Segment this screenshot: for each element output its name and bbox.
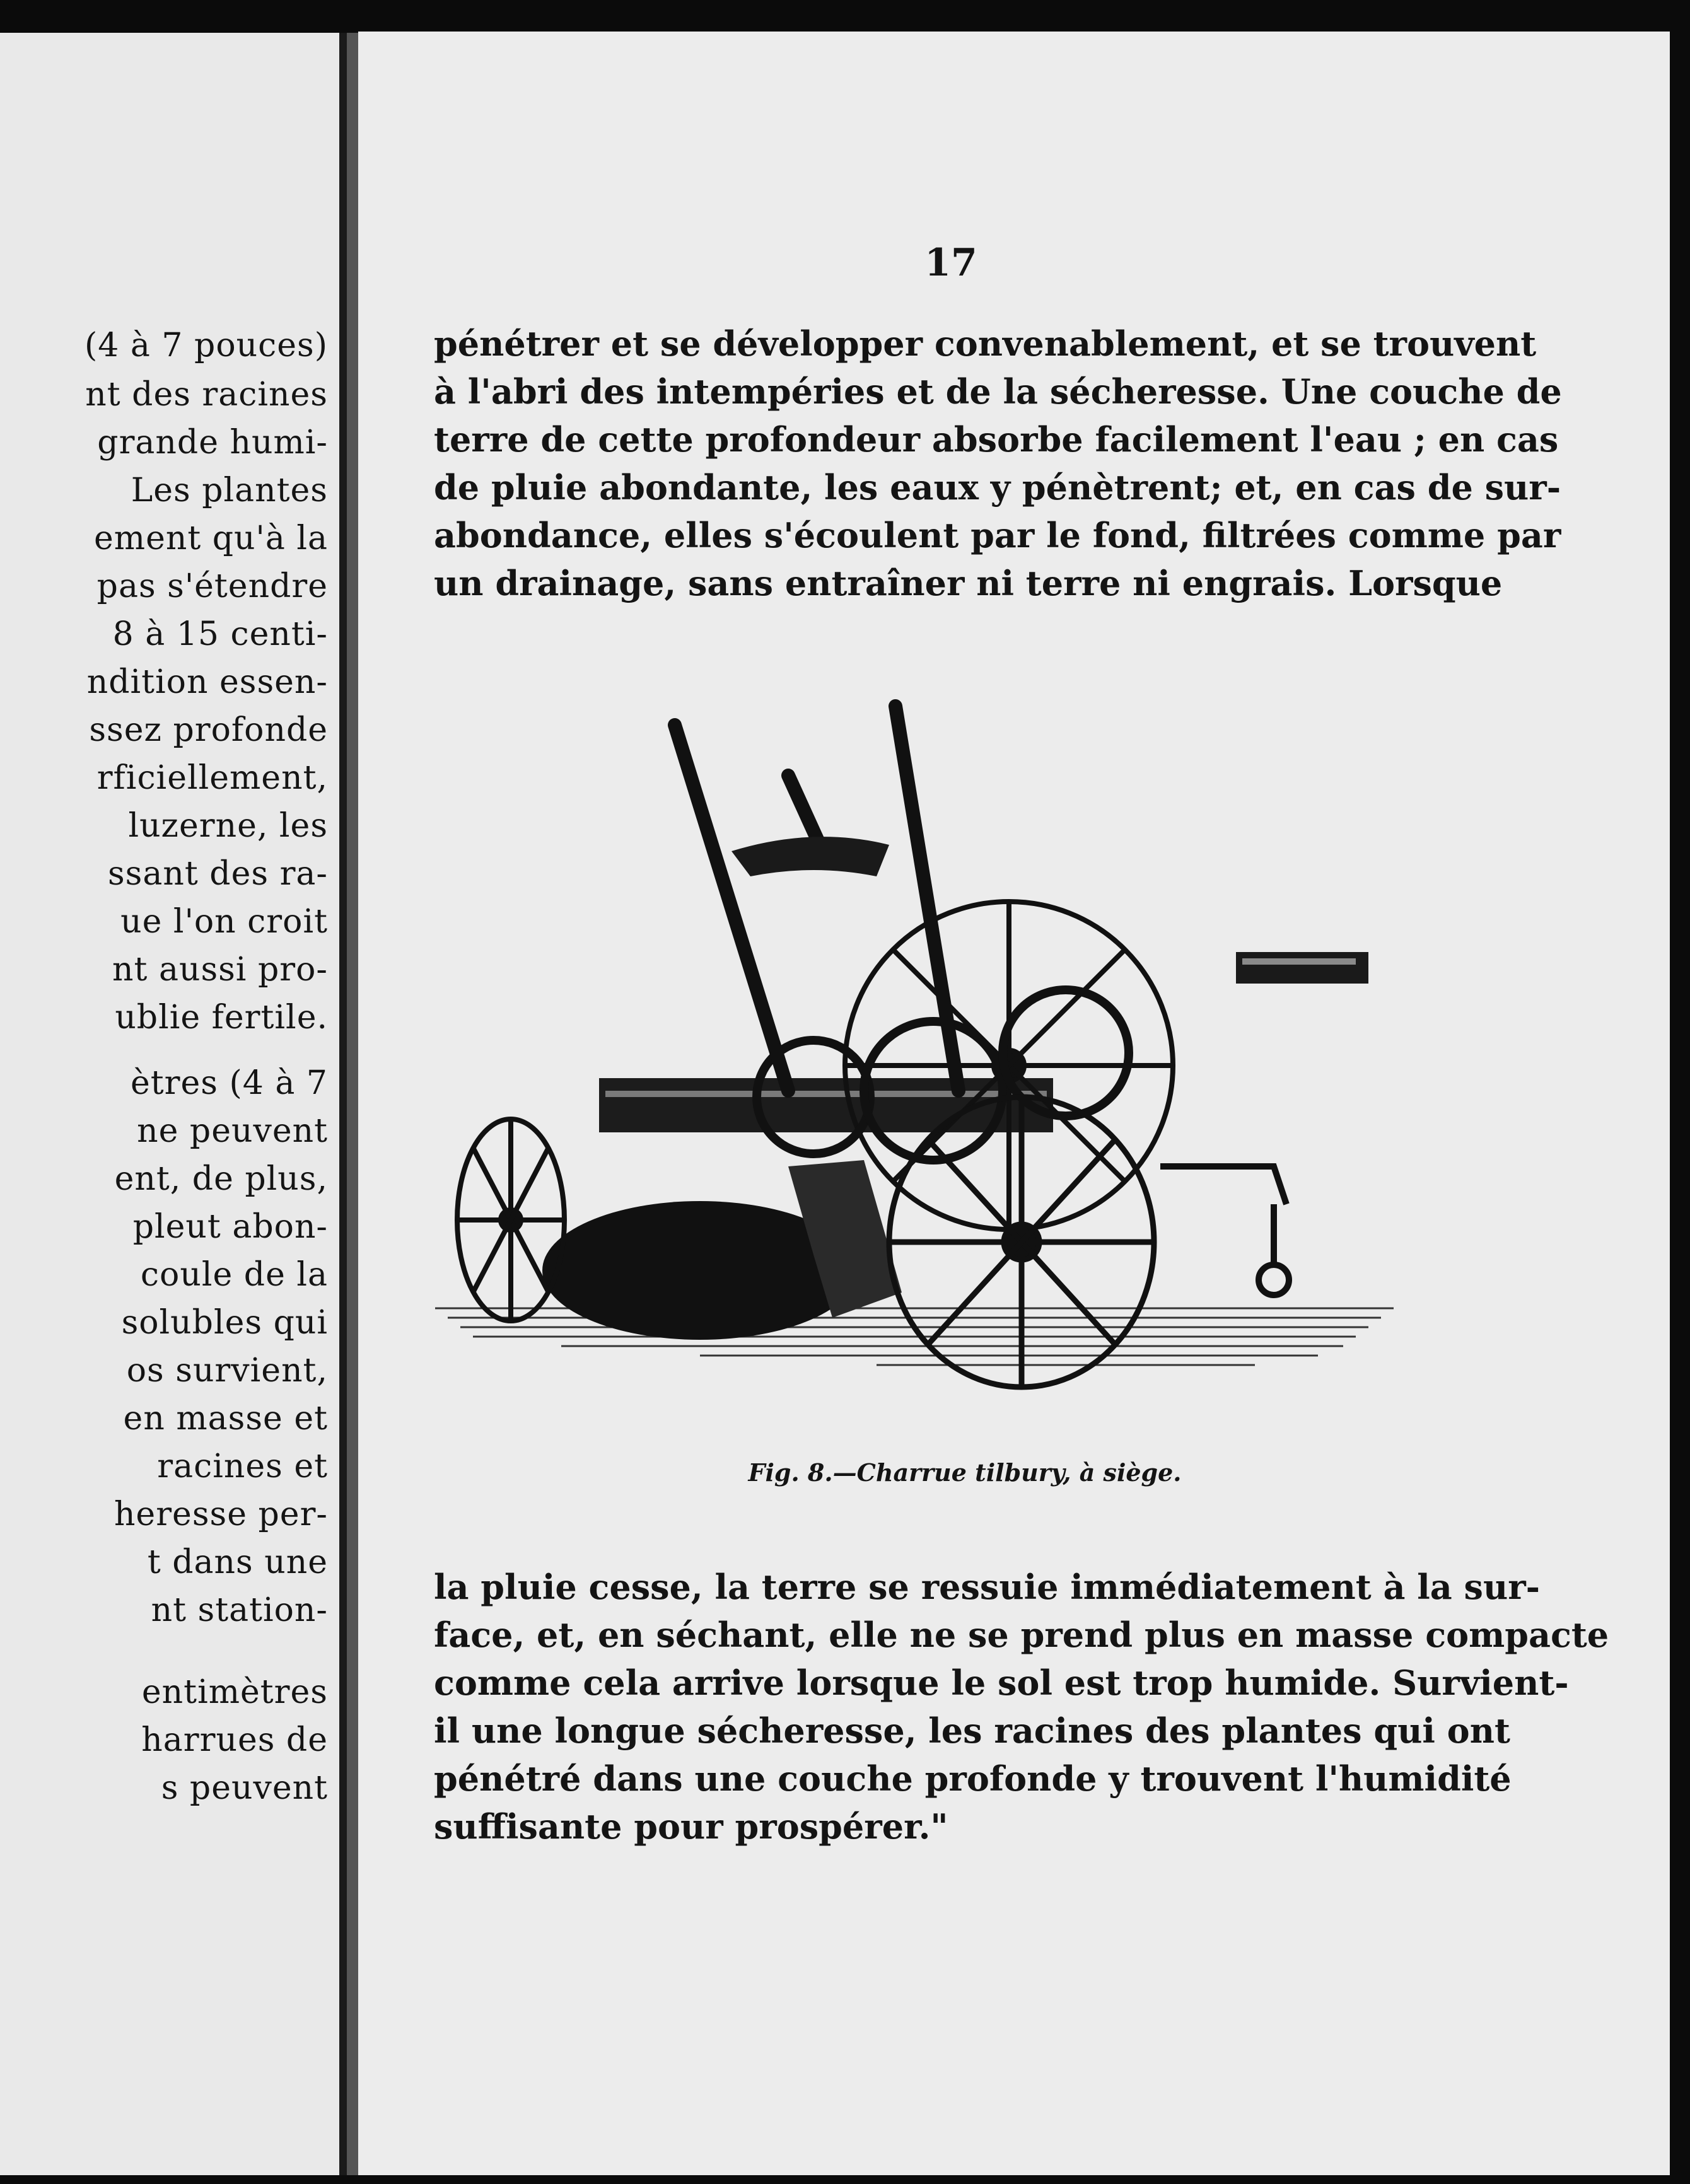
left-text-line: grande humi- bbox=[97, 424, 328, 462]
left-text-line: ssez profonde bbox=[89, 711, 328, 749]
paragraph-line: comme cela arrive lorsque le sol est trop humide. Survient- bbox=[434, 1663, 1569, 1703]
left-text-line: coule de la bbox=[140, 1256, 328, 1294]
left-text-line: entimètres bbox=[141, 1673, 328, 1711]
left-text-line: nt aussi pro- bbox=[112, 951, 328, 989]
left-text-line: pas s'étendre bbox=[96, 567, 328, 605]
left-text-line: ublie fertile. bbox=[115, 999, 328, 1037]
paragraph-line: à l'abri des intempéries et de la sécheresse. Une couche de bbox=[434, 371, 1562, 412]
paragraph-line: abondance, elles s'écoulent par le fond, filtrées comme par bbox=[434, 515, 1561, 555]
left-text-line: solubles qui bbox=[121, 1304, 328, 1342]
small-front-wheel bbox=[457, 1119, 564, 1321]
seat bbox=[731, 837, 889, 876]
left-text-line: os survient, bbox=[126, 1352, 328, 1390]
paragraph-line: pénétrer et se développer convenablement, et se trouvent bbox=[434, 323, 1537, 364]
left-text-line: ement qu'à la bbox=[93, 520, 328, 557]
left-text-line: harrues de bbox=[141, 1721, 328, 1759]
paragraph-line: terre de cette profondeur absorbe facilement l'eau ; en cas bbox=[434, 419, 1559, 460]
hitch bbox=[1160, 1166, 1289, 1295]
plough-illustration bbox=[435, 687, 1394, 1438]
left-text-line: 8 à 15 centi- bbox=[112, 615, 328, 653]
left-text-line: ne peuvent bbox=[137, 1112, 328, 1150]
left-text-line: rficiellement, bbox=[96, 759, 328, 797]
figure-caption: Fig. 8.—Charrue tilbury, à siège. bbox=[748, 1458, 1182, 1487]
paragraph-line: face, et, en séchant, elle ne se prend plus en masse compacte bbox=[434, 1615, 1609, 1655]
left-text-line: ue l'on croit bbox=[120, 903, 328, 941]
left-text-line: racines et bbox=[157, 1448, 328, 1485]
paragraph-line: la pluie cesse, la terre se ressuie immédiatement à la sur- bbox=[434, 1567, 1541, 1607]
front-wheel bbox=[889, 1097, 1154, 1387]
paragraph-line: suffisante pour prospérer." bbox=[434, 1806, 948, 1847]
left-page-fragment bbox=[0, 33, 339, 2175]
left-text-line: t dans une bbox=[147, 1543, 328, 1581]
left-text-line: (4 à 7 pouces) bbox=[84, 327, 328, 364]
page-number: 17 bbox=[924, 241, 977, 285]
ground-hatching bbox=[435, 1308, 1394, 1365]
paragraph-line: de pluie abondante, les eaux y pénètrent; et, en cas de sur- bbox=[434, 467, 1561, 508]
paragraph-line: pénétré dans une couche profonde y trouvent l'humidité bbox=[434, 1758, 1512, 1799]
left-text-line: nt station- bbox=[151, 1591, 328, 1629]
left-text-line: s peuvent bbox=[161, 1769, 328, 1807]
left-text-line: luzerne, les bbox=[128, 807, 328, 845]
left-text-line: nt des racines bbox=[85, 376, 328, 414]
left-text-line: heresse per- bbox=[114, 1496, 328, 1533]
left-text-line: ndition essen- bbox=[86, 663, 328, 701]
left-text-line: ent, de plus, bbox=[114, 1160, 328, 1198]
left-text-line: Les plantes bbox=[131, 472, 328, 509]
left-text-line: pleut abon- bbox=[132, 1208, 328, 1246]
left-text-line: ssant des ra- bbox=[108, 855, 328, 893]
left-text-line: en masse et bbox=[123, 1400, 328, 1438]
paragraph-line: un drainage, sans entraîner ni terre ni engrais. Lorsque bbox=[434, 563, 1503, 603]
left-text-line: ètres (4 à 7 bbox=[130, 1064, 328, 1102]
control-levers bbox=[675, 706, 959, 1091]
book-gutter-shadow bbox=[339, 33, 347, 2175]
pole-stub bbox=[1236, 952, 1368, 984]
paragraph-line: il une longue sécheresse, les racines des plantes qui ont bbox=[434, 1711, 1510, 1751]
